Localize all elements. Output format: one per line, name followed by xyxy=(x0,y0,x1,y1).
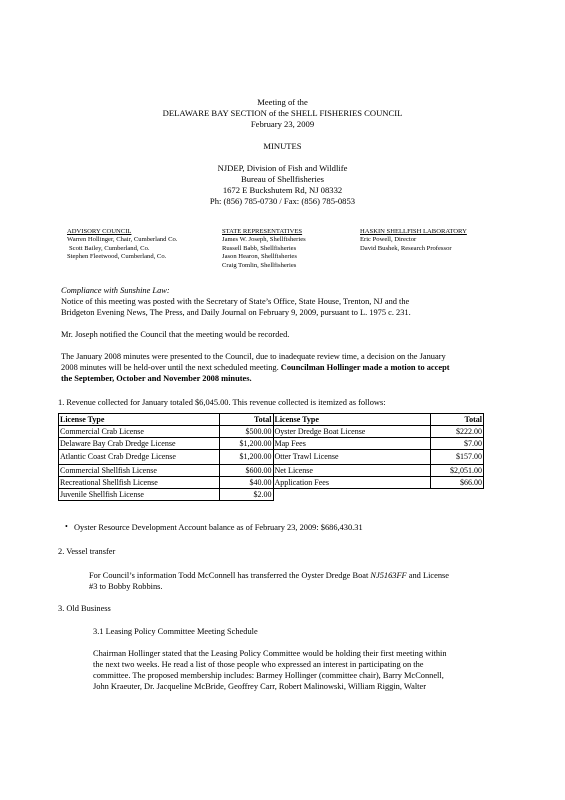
state-representatives-column xyxy=(222,228,306,270)
table-cell: Atlantic Coast Crab Dredge License xyxy=(59,450,220,465)
vessel-transfer-line2: #3 to Bobby Robbins. xyxy=(89,582,163,591)
table-cell: $7.00 xyxy=(430,438,483,450)
bullet-icon: • xyxy=(65,522,68,531)
subitem-3-1-heading: 3.1 Leasing Policy Committee Meeting Schedule xyxy=(93,627,258,636)
leasing-para-line1: Chairman Hollinger stated that the Leasing Policy Committee would be holding their first meeting within xyxy=(93,649,447,658)
member-name: Warren Hollinger, Chair, Cumberland Co. xyxy=(67,236,178,244)
table-cell: $2.00 xyxy=(220,489,273,501)
member-name: Scott Bailey, Cumberland, Co. xyxy=(69,244,150,252)
state-representatives-title: STATE REPRESENTATIVES xyxy=(222,228,303,235)
member-name: Stephen Fleetwood, Cumberland, Co. xyxy=(67,253,167,261)
table-cell xyxy=(273,489,430,501)
table-cell: Application Fees xyxy=(273,477,430,489)
item-3-heading: 3. Old Business xyxy=(58,604,111,613)
motion-text-line3: the September, October and November 2008 minutes. xyxy=(61,374,252,383)
address-line1: NJDEP, Division of Fish and Wildlife xyxy=(217,163,348,173)
member-name: Jason Hearon, Shellfisheries xyxy=(222,253,297,261)
vessel-text: For Council’s information Todd McConnell has transferred the Oyster Dredge Boat xyxy=(89,571,371,580)
col-header: Total xyxy=(430,414,483,426)
col-header: Total xyxy=(220,414,273,426)
member-name: Eric Powell, Director xyxy=(360,236,417,244)
header-line2: DELAWARE BAY SECTION of the SHELL FISHERIES COUNCIL xyxy=(162,108,403,118)
address-line2: Bureau of Shellfisheries xyxy=(240,174,325,184)
table-cell: $222.00 xyxy=(430,426,483,438)
table-cell: $2,051.00 xyxy=(430,465,483,477)
leasing-para-line2: the next two weeks. He read a list of those people who expressed an interest in participating on the xyxy=(93,660,424,669)
boat-number: NJ5163FF xyxy=(370,571,407,580)
member-name: Russell Babb, Shellfisheries xyxy=(222,244,297,252)
table-cell: Juvenile Shellfish License xyxy=(59,489,220,501)
table-cell: Recreational Shellfish License xyxy=(59,477,220,489)
table-cell: Oyster Dredge Boat License xyxy=(273,426,430,438)
table-cell: $1,200.00 xyxy=(220,438,273,450)
meeting-date: February 23, 2009 xyxy=(250,119,315,129)
table-cell: $1,200.00 xyxy=(220,450,273,465)
member-name: James W. Joseph, Shellfisheries xyxy=(222,236,306,244)
motion-text: Councilman Hollinger made a motion to accept xyxy=(280,363,450,372)
table-row xyxy=(59,489,484,501)
table-cell: Otter Trawl License xyxy=(273,450,430,465)
minutes-title: MINUTES xyxy=(263,141,302,151)
leasing-para-line3: committee. The proposed membership includes: Barmey Hollinger (committee chair), Barry McConnell, xyxy=(93,671,444,680)
minutes-para-line1: The January 2008 minutes were presented to the Council, due to inadequate review time, a decision on the January xyxy=(61,352,446,361)
table-row xyxy=(59,450,484,465)
col-header: License Type xyxy=(273,414,430,426)
table-cell: $157.00 xyxy=(430,450,483,465)
recording-notice: Mr. Joseph notified the Council that the meeting would be recorded. xyxy=(61,330,290,339)
table-cell: Map Fees xyxy=(273,438,430,450)
license-revenue-table xyxy=(58,413,484,501)
member-name: David Bushek, Research Professor xyxy=(360,244,452,252)
item-1-revenue: 1. Revenue collected for January totaled $6,045.00. This revenue collected is itemized as follows: xyxy=(58,398,386,407)
advisory-council-title: ADVISORY COUNCIL xyxy=(67,228,132,235)
minutes-para-line2 xyxy=(61,362,506,373)
table-cell: Commercial Shellfish License xyxy=(59,465,220,477)
vessel-transfer-line1 xyxy=(89,570,504,581)
vessel-text: and License xyxy=(406,571,450,580)
haskin-lab-title: HASKIN SHELLFISH LABORATORY xyxy=(360,228,467,235)
oyster-account-balance: Oyster Resource Development Account balance as of February 23, 2009: $686,430.31 xyxy=(74,523,363,532)
col-header: License Type xyxy=(59,414,220,426)
table-row xyxy=(59,465,484,477)
table-cell: $40.00 xyxy=(220,477,273,489)
header-line1: Meeting of the xyxy=(257,97,308,107)
minutes-para-text: 2008 minutes will be held-over until the next scheduled meeting. xyxy=(61,363,281,372)
table-row xyxy=(59,438,484,450)
table-header-row xyxy=(59,414,484,426)
advisory-council-column xyxy=(67,228,177,262)
sunshine-law-line1: Notice of this meeting was posted with the Secretary of State’s Office, State House, Trenton, NJ and the xyxy=(61,297,410,306)
table-cell: $66.00 xyxy=(430,477,483,489)
leasing-para-line4: John Kraeuter, Dr. Jacqueline McBride, Geoffrey Carr, Robert Malinowski, William Riggin, Walter xyxy=(93,682,427,691)
table-cell xyxy=(430,489,483,501)
haskin-lab-column xyxy=(360,228,467,253)
table-row xyxy=(59,426,484,438)
sunshine-law-line2: Bridgeton Evening News, The Press, and Daily Journal on February 9, 2009, pursuant to L. 1975 c. 231. xyxy=(61,308,411,317)
address-line3: 1672 E Buckshutem Rd, NJ 08332 xyxy=(222,185,343,195)
item-2-heading: 2. Vessel transfer xyxy=(58,547,116,556)
table-cell: Commercial Crab License xyxy=(59,426,220,438)
table-cell: $600.00 xyxy=(220,465,273,477)
table-row xyxy=(59,477,484,489)
member-name: Craig Tomlin, Shellfisheries xyxy=(222,261,297,269)
table-cell: Delaware Bay Crab Dredge License xyxy=(59,438,220,450)
address-line4: Ph: (856) 785-0730 / Fax: (856) 785-0853 xyxy=(209,196,356,206)
sunshine-law-heading: Compliance with Sunshine Law: xyxy=(61,286,170,295)
table-cell: Net License xyxy=(273,465,430,477)
table-cell: $500.00 xyxy=(220,426,273,438)
